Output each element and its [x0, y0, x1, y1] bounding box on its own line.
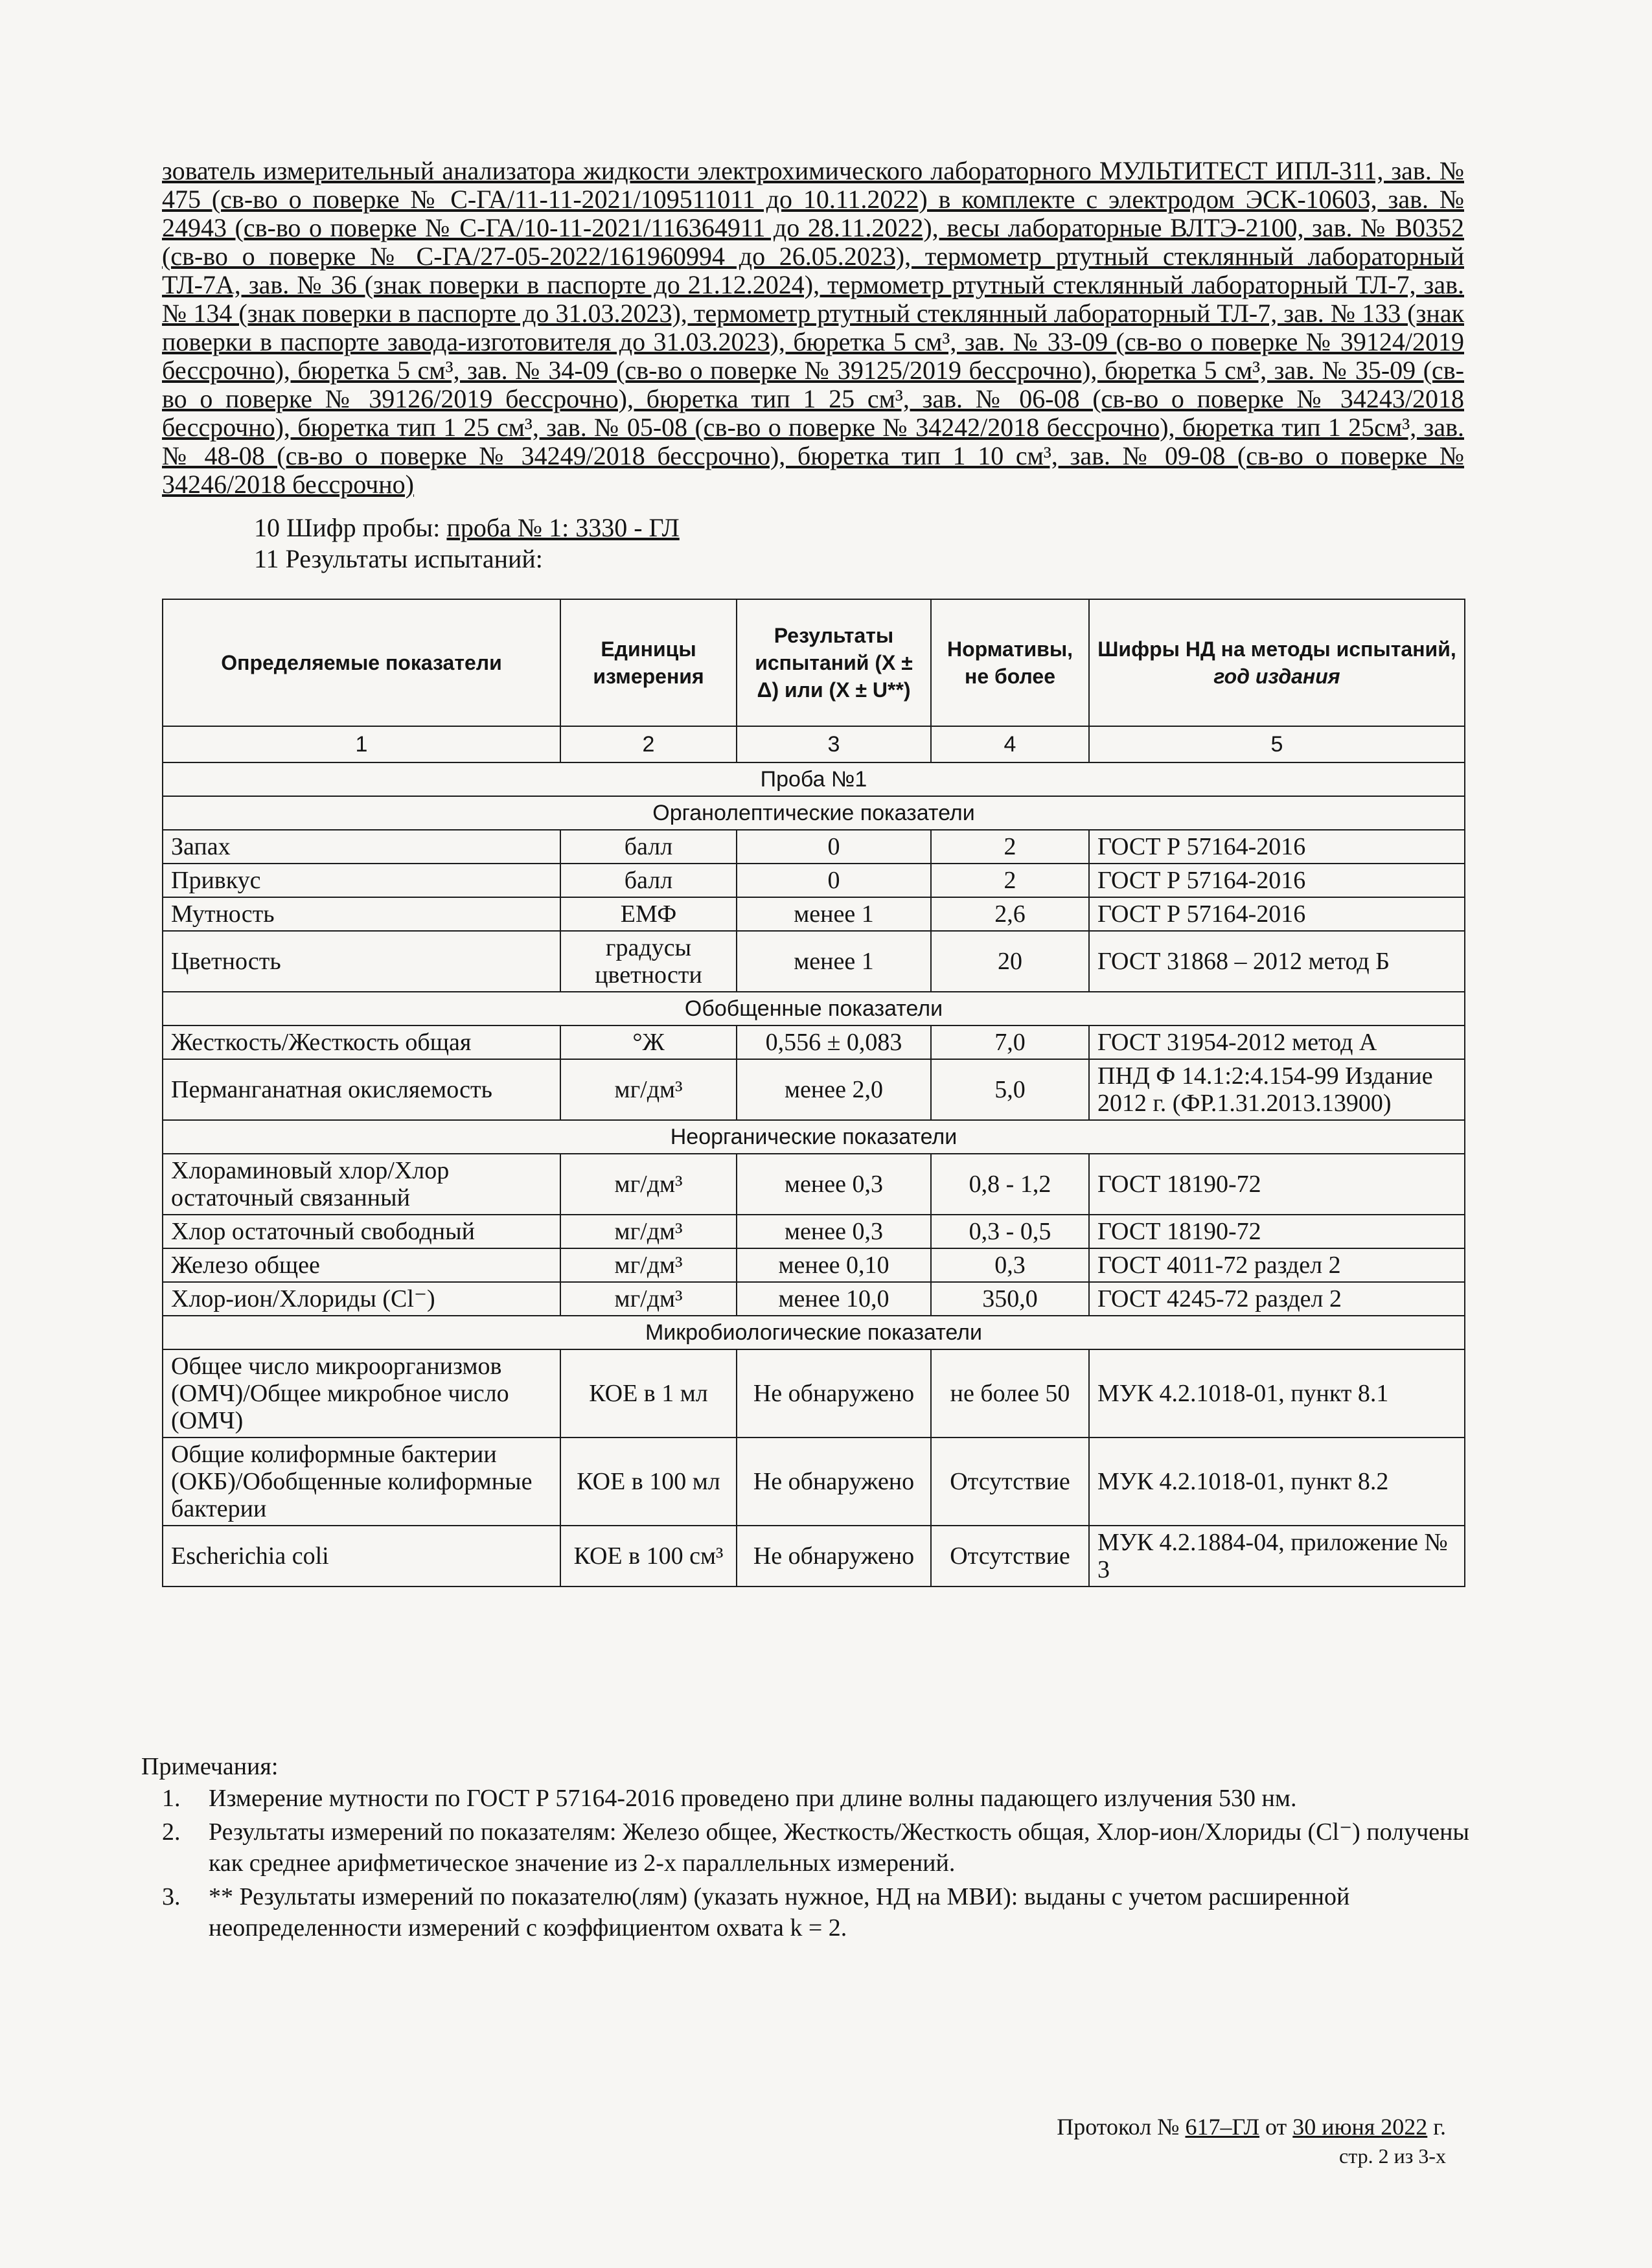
cell-method: ГОСТ Р 57164-2016	[1089, 897, 1465, 931]
sample-code-value: проба № 1: 3330 - ГЛ	[446, 513, 680, 542]
cell-method: ГОСТ Р 57164-2016	[1089, 830, 1465, 864]
sample-code-line	[254, 513, 680, 543]
protocol-suffix: г.	[1427, 2114, 1446, 2140]
note-text: Измерение мутности по ГОСТ Р 57164-2016 проведено при длине волны падающего излучения 530 нм.	[209, 1785, 1297, 1812]
table-row	[163, 1059, 1465, 1120]
note-item	[162, 1783, 1471, 1814]
cell-indicator: Перманганатная окисляемость	[163, 1059, 560, 1120]
cell-indicator: Жесткость/Жесткость общая	[163, 1025, 560, 1059]
header-units: Единицы измерения	[560, 599, 737, 726]
table-row	[163, 1248, 1465, 1282]
sample-title: Проба №1	[163, 762, 1465, 796]
table-row	[163, 1215, 1465, 1248]
column-number: 5	[1089, 726, 1465, 762]
equipment-paragraph	[162, 157, 1464, 499]
cell-indicator: Общее число микроорганизмов (ОМЧ)/Общее микробное число (ОМЧ)	[163, 1349, 560, 1438]
cell-norm: 0,3	[931, 1248, 1089, 1282]
cell-result: менее 1	[737, 897, 931, 931]
cell-norm: Отсутствие	[931, 1526, 1089, 1586]
cell-method: МУК 4.2.1018-01, пункт 8.1	[1089, 1349, 1465, 1438]
header-results: Результаты испытаний (X ± Δ) или (X ± U**)	[737, 599, 931, 726]
header-indicator: Определяемые показатели	[163, 599, 560, 726]
header-norms: Нормативы, не более	[931, 599, 1089, 726]
cell-method: ГОСТ Р 57164-2016	[1089, 864, 1465, 897]
cell-units: КОЕ в 100 см³	[560, 1526, 737, 1586]
protocol-prefix: Протокол №	[1057, 2114, 1186, 2140]
cell-units: мг/дм³	[560, 1059, 737, 1120]
cell-norm: 5,0	[931, 1059, 1089, 1120]
cell-units: ЕМФ	[560, 897, 737, 931]
table-row	[163, 1025, 1465, 1059]
cell-indicator: Escherichia coli	[163, 1526, 560, 1586]
protocol-mid: от	[1259, 2114, 1293, 2140]
cell-method: ГОСТ 4011-72 раздел 2	[1089, 1248, 1465, 1282]
table-row	[163, 1154, 1465, 1215]
table-row	[163, 1349, 1465, 1438]
cell-result: менее 10,0	[737, 1282, 931, 1316]
section-title: Неорганические показатели	[163, 1120, 1465, 1154]
column-number: 2	[560, 726, 737, 762]
cell-indicator: Хлор остаточный свободный	[163, 1215, 560, 1248]
table-row	[163, 897, 1465, 931]
header-methods-line2: год издания	[1213, 665, 1340, 688]
equipment-text: зователь измерительный анализатора жидкости электрохимического лабораторного МУЛЬТИТЕСТ ИПЛ-311, зав. № 475 (св-во о поверке № С-ГА/11-11-2021/109511011 до 10.11.2022) в комплекте с электродом ЭСК-10603, зав. № 24943 (св-во о поверке № С-ГА/10-11-2021/116364911 до 28.11.2022), весы лабораторные ВЛТЭ-2100, зав. № В0352 (св-во о поверке № С-ГА/27-05-2022/161960994 до 26.05.2023), термометр ртутный стеклянный лабораторный ТЛ-7А, зав. № 36 (знак поверки в паспорте до 21.12.2024), термометр ртутный стеклянный лабораторный ТЛ-7, зав. № 134 (знак поверки в паспорте до 31.03.2023), термометр ртутный стеклянный лабораторный ТЛ-7, зав. № 133 (знак поверки в паспорте завода-изготовителя до 31.03.2023), бюретка 5 см³, зав. № 33-09 (св-во о поверке № 39124/2019 бессрочно), бюретка 5 см³, зав. № 34-09 (св-во о поверке № 39125/2019 бессрочно), бюретка 5 см³, зав. № 35-09 (св-во о поверке № 39126/2019 бессрочно), бюретка тип 1 25 см³, зав. № 06-08 (св-во о поверке № 34243/2018 бессрочно), бюретка тип 1 25 см³, зав. № 05-08 (св-во о поверке № 34242/2018 бессрочно), бюретка тип 1 25см³, зав. № 48-08 (св-во о поверке № 34249/2018 бессрочно), бюретка тип 1 10 см³, зав. № 09-08 (св-во о поверке № 34246/2018 бессрочно)	[162, 156, 1464, 499]
section-row	[163, 992, 1465, 1025]
results-label: 11 Результаты испытаний:	[254, 544, 543, 573]
cell-units: КОЕ в 100 мл	[560, 1438, 737, 1526]
table-row	[163, 830, 1465, 864]
cell-norm: 2,6	[931, 897, 1089, 931]
cell-result: Не обнаружено	[737, 1526, 931, 1586]
cell-norm: 0,3 - 0,5	[931, 1215, 1089, 1248]
column-number: 1	[163, 726, 560, 762]
column-number: 4	[931, 726, 1089, 762]
protocol-date: 30 июня 2022	[1292, 2114, 1428, 2140]
cell-units: °Ж	[560, 1025, 737, 1059]
cell-result: 0	[737, 830, 931, 864]
cell-units: балл	[560, 830, 737, 864]
cell-method: ГОСТ 4245-72 раздел 2	[1089, 1282, 1465, 1316]
note-text: ** Результаты измерений по показателю(лям) (указать нужное, НД на МВИ): выданы с учетом расширенной неопределенности измерений с коэффициентом охвата k = 2.	[209, 1883, 1350, 1942]
cell-method: ГОСТ 31954-2012 метод А	[1089, 1025, 1465, 1059]
section-row	[163, 1316, 1465, 1349]
cell-norm: 350,0	[931, 1282, 1089, 1316]
cell-units: мг/дм³	[560, 1248, 737, 1282]
cell-method: МУК 4.2.1018-01, пункт 8.2	[1089, 1438, 1465, 1526]
table-row	[163, 864, 1465, 897]
section-title: Органолептические показатели	[163, 796, 1465, 830]
section-row	[163, 1120, 1465, 1154]
cell-method: МУК 4.2.1884-04, приложение № 3	[1089, 1526, 1465, 1586]
cell-indicator: Цветность	[163, 931, 560, 992]
cell-method: ПНД Ф 14.1:2:4.154-99 Издание 2012 г. (ФР.1.31.2013.13900)	[1089, 1059, 1465, 1120]
notes-list	[162, 1783, 1471, 1946]
cell-norm: Отсутствие	[931, 1438, 1089, 1526]
note-item	[162, 1816, 1471, 1879]
page-number: стр. 2 из 3-х	[1339, 2144, 1446, 2168]
cell-units: мг/дм³	[560, 1154, 737, 1215]
table-row	[163, 931, 1465, 992]
note-text: Результаты измерений по показателям: Железо общее, Жесткость/Жесткость общая, Хлор-ион/Хлориды (Cl⁻) получены как среднее арифметическое значение из 2-х параллельных измерений.	[209, 1818, 1469, 1877]
cell-norm: 20	[931, 931, 1089, 992]
cell-result: менее 0,3	[737, 1215, 931, 1248]
note-number: 1.	[162, 1785, 181, 1812]
cell-units: КОЕ в 1 мл	[560, 1349, 737, 1438]
cell-norm: не более 50	[931, 1349, 1089, 1438]
cell-units: градусы цветности	[560, 931, 737, 992]
section-title: Микробиологические показатели	[163, 1316, 1465, 1349]
cell-result: 0,556 ± 0,083	[737, 1025, 931, 1059]
column-number: 3	[737, 726, 931, 762]
cell-result: менее 0,10	[737, 1248, 931, 1282]
note-number: 2.	[162, 1818, 181, 1846]
table-row	[163, 1438, 1465, 1526]
note-number: 3.	[162, 1883, 181, 1910]
results-table	[162, 599, 1465, 1587]
cell-result: 0	[737, 864, 931, 897]
table-header-row	[163, 599, 1465, 726]
header-methods-line1: Шифры НД на методы испытаний,	[1097, 637, 1456, 661]
section-row	[163, 796, 1465, 830]
section-title: Обобщенные показатели	[163, 992, 1465, 1025]
sample-code-label: 10 Шифр пробы:	[254, 513, 447, 542]
cell-indicator: Хлораминовый хлор/Хлор остаточный связанный	[163, 1154, 560, 1215]
column-number-row	[163, 726, 1465, 762]
cell-result: менее 0,3	[737, 1154, 931, 1215]
cell-result: Не обнаружено	[737, 1438, 931, 1526]
table-row	[163, 1282, 1465, 1316]
cell-norm: 7,0	[931, 1025, 1089, 1059]
note-item	[162, 1881, 1471, 1943]
cell-norm: 2	[931, 830, 1089, 864]
sample-title-row	[163, 762, 1465, 796]
cell-indicator: Общие колиформные бактерии (ОКБ)/Обобщенные колиформные бактерии	[163, 1438, 560, 1526]
header-methods	[1089, 599, 1465, 726]
notes-title: Примечания:	[141, 1753, 279, 1780]
cell-indicator: Хлор-ион/Хлориды (Cl⁻)	[163, 1282, 560, 1316]
cell-indicator: Привкус	[163, 864, 560, 897]
cell-result: менее 1	[737, 931, 931, 992]
cell-method: ГОСТ 18190-72	[1089, 1215, 1465, 1248]
protocol-number: 617–ГЛ	[1185, 2114, 1260, 2140]
cell-units: мг/дм³	[560, 1215, 737, 1248]
cell-method: ГОСТ 31868 – 2012 метод Б	[1089, 931, 1465, 992]
cell-indicator: Мутность	[163, 897, 560, 931]
cell-norm: 2	[931, 864, 1089, 897]
cell-result: менее 2,0	[737, 1059, 931, 1120]
protocol-reference	[1057, 2113, 1446, 2140]
table-row	[163, 1526, 1465, 1586]
cell-result: Не обнаружено	[737, 1349, 931, 1438]
cell-norm: 0,8 - 1,2	[931, 1154, 1089, 1215]
cell-method: ГОСТ 18190-72	[1089, 1154, 1465, 1215]
cell-indicator: Запах	[163, 830, 560, 864]
table-body	[163, 762, 1465, 1586]
cell-units: мг/дм³	[560, 1282, 737, 1316]
cell-indicator: Железо общее	[163, 1248, 560, 1282]
cell-units: балл	[560, 864, 737, 897]
